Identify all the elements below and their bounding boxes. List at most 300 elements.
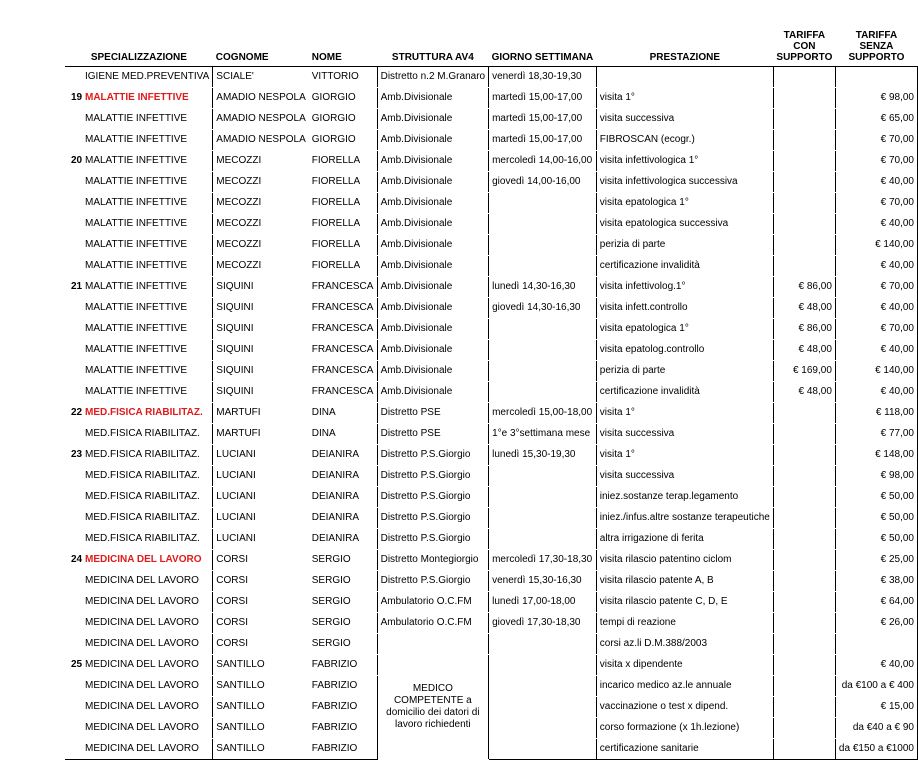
spec-label: MEDICINA DEL LAVORO: [85, 659, 199, 670]
cell-specializzazione: [65, 718, 213, 739]
cell-cognome: SIQUINI: [213, 277, 309, 298]
cell-struttura: Distretto P.S.Giorgio: [377, 571, 488, 592]
cell-prestazione: visita epatolog.controllo: [596, 340, 773, 361]
cell-tariffa-senza: € 25,00: [835, 550, 917, 571]
cell-tariffa-con: € 86,00: [773, 319, 835, 340]
cell-struttura: [377, 634, 488, 655]
cell-tariffa-senza: € 70,00: [835, 319, 917, 340]
cell-nome: FABRIZIO: [311, 680, 358, 691]
table-row: [65, 151, 918, 172]
cell-tariffa-senza: da €150 a €1000: [835, 739, 917, 760]
cell-tariffa-con: € 48,00: [773, 298, 835, 319]
cell-prestazione: visita 1°: [596, 445, 773, 466]
cell-giorno: lunedì 15,30-19,30: [489, 445, 597, 466]
table-row: [65, 529, 918, 550]
cell-cognome: CORSI: [213, 550, 309, 571]
table-row: [65, 109, 918, 130]
cell-tariffa-senza: € 65,00: [835, 109, 917, 130]
cell-prestazione: visita epatologica successiva: [596, 214, 773, 235]
spec-label: MALATTIE INFETTIVE: [85, 134, 188, 145]
cell-cognome: AMADIO NESPOLA: [213, 88, 309, 109]
cell-cognome: LUCIANI: [213, 529, 309, 550]
cell-prestazione: visita rilascio patente A, B: [596, 571, 773, 592]
row-number: 21: [71, 281, 83, 292]
cell-giorno: [489, 487, 597, 508]
cell-tariffa-con: [773, 487, 835, 508]
cell-specializzazione: [65, 634, 213, 655]
cell-prestazione: corsi az.li D.M.388/2003: [596, 634, 773, 655]
cell-specializzazione: [65, 487, 213, 508]
cell-nome: FRANCESCA: [311, 344, 374, 355]
cell-tariffa-con: [773, 655, 835, 676]
header-prestazione: PRESTAZIONE: [596, 6, 773, 67]
cell-cognome: MARTUFI: [213, 403, 309, 424]
cell-tariffa-con: [773, 256, 835, 277]
cell-giorno: [489, 361, 597, 382]
cell-nome: FRANCESCA: [309, 277, 377, 298]
cell-struttura: Distretto Montegiorgio: [377, 550, 488, 571]
cell-tariffa-senza: da €100 a € 400: [835, 676, 917, 697]
cell-specializzazione: [65, 508, 213, 529]
cell-prestazione: visita successiva: [596, 466, 773, 487]
cell-prestazione: visita infettivolog.1°: [596, 277, 773, 298]
table-row: [65, 487, 918, 508]
cell-tariffa-senza: € 140,00: [835, 361, 917, 382]
cell-nome: DINA: [309, 403, 377, 424]
cell-struttura: Amb.Divisionale: [377, 256, 488, 277]
cell-specializzazione: [65, 340, 213, 361]
cell-tariffa-senza: € 50,00: [835, 487, 917, 508]
cell-tariffa-con: [773, 109, 835, 130]
cell-tariffa-senza: € 40,00: [835, 256, 917, 277]
spec-label: MED.FISICA RIABILITAZ.: [85, 428, 200, 439]
cell-specializzazione: [65, 382, 213, 403]
spec-label: MALATTIE INFETTIVE: [85, 197, 188, 208]
cell-tariffa-con: € 86,00: [773, 277, 835, 298]
cell-struttura: Amb.Divisionale: [377, 298, 488, 319]
cell-nome: FIORELLA: [309, 151, 377, 172]
spec-label: MALATTIE INFETTIVE: [85, 260, 188, 271]
cell-giorno: [489, 193, 597, 214]
table-row: [65, 319, 918, 340]
cell-tariffa-con: [773, 214, 835, 235]
cell-nome: GIORGIO: [311, 113, 356, 124]
cell-specializzazione: [65, 319, 213, 340]
cell-tariffa-con: [773, 151, 835, 172]
cell-giorno: [489, 634, 597, 655]
cell-specializzazione: [65, 277, 213, 298]
cell-specializzazione: [65, 697, 213, 718]
cell-nome: FIORELLA: [311, 197, 361, 208]
cell-cognome: MECOZZI: [213, 214, 309, 235]
spec-label: MALATTIE INFETTIVE: [85, 302, 188, 313]
cell-tariffa-con: [773, 508, 835, 529]
cell-giorno: [489, 718, 597, 739]
cell-cognome: LUCIANI: [213, 487, 309, 508]
spec-label: MEDICINA DEL LAVORO: [85, 638, 199, 649]
cell-cognome: SIQUINI: [213, 340, 309, 361]
cell-tariffa-con: [773, 88, 835, 109]
cell-struttura: Distretto P.S.Giorgio: [377, 508, 488, 529]
header-nome: NOME: [309, 6, 377, 67]
cell-specializzazione: [65, 361, 213, 382]
spec-label: MEDICINA DEL LAVORO: [85, 617, 199, 628]
table-row: [65, 403, 918, 424]
cell-cognome: CORSI: [213, 592, 309, 613]
cell-prestazione: corso formazione (x 1h.lezione): [596, 718, 773, 739]
header-tariffa-senza: TARIFFA SENZA SUPPORTO: [835, 6, 917, 67]
cell-struttura: Distretto P.S.Giorgio: [377, 445, 488, 466]
cell-specializzazione: [65, 256, 213, 277]
cell-struttura: Distretto P.S.Giorgio: [377, 487, 488, 508]
tariff-table: [65, 6, 918, 760]
cell-giorno: giovedì 14,00-16,00: [489, 172, 597, 193]
cell-struttura: Amb.Divisionale: [377, 277, 488, 298]
spec-label: MALATTIE INFETTIVE: [85, 386, 188, 397]
cell-struttura: Ambulatorio O.C.FM: [377, 613, 488, 634]
table-row: [65, 739, 918, 760]
header-giorno: GIORNO SETTIMANA: [489, 6, 597, 67]
cell-prestazione: visita rilascio patentino ciclom: [596, 550, 773, 571]
spec-label: MEDICINA DEL LAVORO: [85, 680, 199, 691]
cell-tariffa-senza: € 70,00: [835, 193, 917, 214]
spec-label: MED.FISICA RIABILITAZ.: [85, 533, 200, 544]
row-number: 25: [71, 659, 83, 670]
cell-tariffa-con: [773, 466, 835, 487]
table-row: [65, 67, 918, 88]
tariff-sheet: [65, 6, 918, 760]
cell-struttura: Amb.Divisionale: [377, 361, 488, 382]
cell-cognome: CORSI: [213, 613, 309, 634]
row-number: 19: [71, 92, 83, 103]
cell-giorno: [489, 739, 597, 760]
cell-tariffa-con: [773, 445, 835, 466]
cell-cognome: SCIALE': [213, 67, 309, 88]
cell-specializzazione: [65, 235, 213, 256]
cell-cognome: SIQUINI: [213, 319, 309, 340]
cell-tariffa-senza: da €40 a € 90: [835, 718, 917, 739]
cell-nome: FRANCESCA: [311, 323, 374, 334]
spec-label: MEDICINA DEL LAVORO: [85, 701, 199, 712]
cell-tariffa-senza: € 70,00: [835, 277, 917, 298]
cell-prestazione: visita rilascio patente C, D, E: [596, 592, 773, 613]
table-header-row: [65, 6, 918, 67]
cell-cognome: AMADIO NESPOLA: [213, 109, 309, 130]
cell-struttura: Amb.Divisionale: [377, 340, 488, 361]
cell-specializzazione: [65, 613, 213, 634]
cell-giorno: martedì 15,00-17,00: [489, 130, 597, 151]
table-row: [65, 718, 918, 739]
cell-nome: SERGIO: [311, 575, 351, 586]
cell-cognome: SANTILLO: [213, 739, 309, 760]
table-row: [65, 130, 918, 151]
cell-tariffa-con: [773, 403, 835, 424]
cell-tariffa-con: € 48,00: [773, 382, 835, 403]
cell-nome: FRANCESCA: [311, 386, 374, 397]
cell-tariffa-senza: € 77,00: [835, 424, 917, 445]
spec-label: MALATTIE INFETTIVE: [85, 344, 188, 355]
cell-cognome: SIQUINI: [213, 361, 309, 382]
cell-tariffa-con: [773, 613, 835, 634]
table-row: [65, 697, 918, 718]
cell-tariffa-con: [773, 172, 835, 193]
cell-struttura: Amb.Divisionale: [377, 109, 488, 130]
cell-giorno: [489, 676, 597, 697]
spec-label: MALATTIE INFETTIVE: [85, 155, 188, 166]
cell-cognome: MECOZZI: [213, 235, 309, 256]
cell-struttura-medico-competente: MEDICO COMPETENTE a domicilio dei datori di lavoro richiedenti: [377, 655, 488, 760]
cell-giorno: martedì 15,00-17,00: [489, 109, 597, 130]
table-row: [65, 214, 918, 235]
spec-label: MALATTIE INFETTIVE: [85, 113, 188, 124]
cell-nome: FRANCESCA: [311, 302, 374, 313]
cell-struttura: Amb.Divisionale: [377, 151, 488, 172]
spec-label: MALATTIE INFETTIVE: [85, 365, 188, 376]
cell-cognome: MECOZZI: [213, 193, 309, 214]
cell-nome: FABRIZIO: [311, 701, 358, 712]
spec-label: MEDICINA DEL LAVORO: [85, 596, 199, 607]
cell-cognome: SANTILLO: [213, 676, 309, 697]
cell-prestazione: altra irrigazione di ferita: [596, 529, 773, 550]
table-row: [65, 676, 918, 697]
cell-tariffa-con: [773, 634, 835, 655]
cell-tariffa-senza: [835, 634, 917, 655]
cell-specializzazione: [65, 529, 213, 550]
cell-giorno: [489, 655, 597, 676]
cell-specializzazione: [65, 445, 213, 466]
cell-struttura: Distretto PSE: [377, 424, 488, 445]
cell-nome: FIORELLA: [311, 176, 361, 187]
spec-label: MEDICINA DEL LAVORO: [85, 554, 202, 565]
cell-cognome: MARTUFI: [213, 424, 309, 445]
table-row: [65, 571, 918, 592]
header-cognome: COGNOME: [213, 6, 309, 67]
spec-label: MALATTIE INFETTIVE: [85, 281, 188, 292]
table-row: [65, 634, 918, 655]
cell-nome: DEIANIRA: [311, 512, 359, 523]
row-number: 20: [71, 155, 83, 166]
cell-cognome: MECOZZI: [213, 172, 309, 193]
cell-prestazione: visita 1°: [596, 403, 773, 424]
cell-specializzazione: [65, 550, 213, 571]
cell-nome: DINA: [311, 428, 336, 439]
row-number: 23: [71, 449, 83, 460]
cell-struttura: Amb.Divisionale: [377, 130, 488, 151]
cell-giorno: giovedì 14,30-16,30: [489, 298, 597, 319]
cell-cognome: SANTILLO: [213, 655, 309, 676]
cell-tariffa-senza: € 98,00: [835, 88, 917, 109]
cell-tariffa-con: [773, 697, 835, 718]
table-row: [65, 277, 918, 298]
cell-prestazione: visita successiva: [596, 424, 773, 445]
cell-prestazione: iniez./infus.altre sostanze terapeutiche: [596, 508, 773, 529]
cell-prestazione: visita 1°: [596, 88, 773, 109]
cell-nome: GIORGIO: [311, 134, 356, 145]
cell-tariffa-senza: € 40,00: [835, 340, 917, 361]
cell-specializzazione: [65, 655, 213, 676]
cell-giorno: mercoledì 15,00-18,00: [489, 403, 597, 424]
cell-tariffa-con: [773, 592, 835, 613]
cell-specializzazione: [65, 109, 213, 130]
spec-label: MED.FISICA RIABILITAZ.: [85, 407, 203, 418]
spec-label: MEDICINA DEL LAVORO: [85, 575, 199, 586]
cell-tariffa-senza: € 15,00: [835, 697, 917, 718]
cell-tariffa-con: € 48,00: [773, 340, 835, 361]
cell-cognome: SANTILLO: [213, 718, 309, 739]
cell-struttura: Amb.Divisionale: [377, 382, 488, 403]
cell-prestazione: perizia di parte: [596, 361, 773, 382]
row-number: 22: [71, 407, 83, 418]
spec-label: MED.FISICA RIABILITAZ.: [85, 491, 200, 502]
table-row: [65, 550, 918, 571]
cell-nome: FABRIZIO: [309, 739, 377, 760]
spec-label: MEDICINA DEL LAVORO: [85, 743, 199, 754]
cell-nome: DEIANIRA: [311, 533, 359, 544]
cell-tariffa-senza: € 70,00: [835, 130, 917, 151]
cell-nome: DEIANIRA: [311, 470, 359, 481]
header-tariffa-con: TARIFFA CON SUPPORTO: [773, 6, 835, 67]
cell-tariffa-con: [773, 67, 835, 88]
cell-prestazione: iniez.sostanze terap.legamento: [596, 487, 773, 508]
cell-struttura: Amb.Divisionale: [377, 214, 488, 235]
cell-giorno: venerdì 18,30-19,30: [489, 67, 597, 88]
cell-cognome: AMADIO NESPOLA: [213, 130, 309, 151]
spec-label: MALATTIE INFETTIVE: [85, 176, 188, 187]
cell-cognome: LUCIANI: [213, 466, 309, 487]
cell-tariffa-senza: € 38,00: [835, 571, 917, 592]
cell-tariffa-con: [773, 529, 835, 550]
cell-cognome: LUCIANI: [213, 508, 309, 529]
table-row: [65, 361, 918, 382]
cell-giorno: giovedì 17,30-18,30: [489, 613, 597, 634]
table-row: [65, 445, 918, 466]
spec-label: MED.FISICA RIABILITAZ.: [85, 449, 200, 460]
header-specializzazione: SPECIALIZZAZIONE: [65, 6, 213, 67]
cell-nome: FABRIZIO: [311, 722, 358, 733]
cell-tariffa-senza: € 40,00: [835, 214, 917, 235]
table-row: [65, 382, 918, 403]
cell-tariffa-con: [773, 130, 835, 151]
cell-giorno: venerdì 15,30-16,30: [489, 571, 597, 592]
cell-prestazione: certificazione invalidità: [596, 256, 773, 277]
cell-nome: SERGIO: [311, 638, 351, 649]
spec-label: MEDICINA DEL LAVORO: [85, 722, 199, 733]
table-row: [65, 508, 918, 529]
cell-nome: GIORGIO: [309, 88, 377, 109]
cell-giorno: [489, 529, 597, 550]
cell-prestazione: incarico medico az.le annuale: [596, 676, 773, 697]
spec-label: MED.FISICA RIABILITAZ.: [85, 512, 200, 523]
cell-tariffa-senza: € 148,00: [835, 445, 917, 466]
cell-nome: FIORELLA: [311, 239, 361, 250]
cell-nome: FRANCESCA: [311, 365, 374, 376]
table-row: [65, 466, 918, 487]
cell-nome: FIORELLA: [311, 260, 361, 271]
cell-specializzazione: [65, 130, 213, 151]
cell-struttura: Distretto P.S.Giorgio: [377, 466, 488, 487]
cell-nome: SERGIO: [309, 550, 377, 571]
cell-tariffa-senza: € 40,00: [835, 655, 917, 676]
table-row: [65, 235, 918, 256]
cell-specializzazione: [65, 193, 213, 214]
table-body: [65, 67, 918, 760]
table-row: [65, 340, 918, 361]
cell-tariffa-con: [773, 739, 835, 760]
cell-specializzazione: [65, 298, 213, 319]
cell-tariffa-senza: € 70,00: [835, 151, 917, 172]
table-row: [65, 172, 918, 193]
cell-tariffa-con: [773, 235, 835, 256]
cell-tariffa-con: [773, 676, 835, 697]
cell-specializzazione: [65, 571, 213, 592]
table-row: [65, 256, 918, 277]
cell-tariffa-senza: € 64,00: [835, 592, 917, 613]
spec-label: MALATTIE INFETTIVE: [85, 239, 188, 250]
cell-giorno: [489, 214, 597, 235]
cell-struttura: Amb.Divisionale: [377, 193, 488, 214]
cell-giorno: [489, 340, 597, 361]
cell-nome: SERGIO: [311, 596, 351, 607]
cell-prestazione: visita infett.controllo: [596, 298, 773, 319]
cell-tariffa-senza: € 40,00: [835, 172, 917, 193]
cell-specializzazione: [65, 466, 213, 487]
cell-giorno: [489, 466, 597, 487]
table-row: [65, 613, 918, 634]
cell-giorno: [489, 319, 597, 340]
spec-label: MED.FISICA RIABILITAZ.: [85, 470, 200, 481]
cell-prestazione: visita epatologica 1°: [596, 193, 773, 214]
cell-tariffa-con: [773, 424, 835, 445]
cell-giorno: [489, 382, 597, 403]
table-row: [65, 424, 918, 445]
cell-struttura: Amb.Divisionale: [377, 88, 488, 109]
cell-struttura: Amb.Divisionale: [377, 172, 488, 193]
cell-specializzazione: [65, 592, 213, 613]
cell-tariffa-senza: € 50,00: [835, 529, 917, 550]
cell-nome: FABRIZIO: [309, 655, 377, 676]
cell-cognome: CORSI: [213, 634, 309, 655]
cell-tariffa-senza: € 140,00: [835, 235, 917, 256]
cell-prestazione: [596, 67, 773, 88]
cell-nome: DEIANIRA: [309, 445, 377, 466]
cell-cognome: CORSI: [213, 571, 309, 592]
cell-giorno: [489, 235, 597, 256]
cell-tariffa-con: [773, 571, 835, 592]
cell-tariffa-senza: € 26,00: [835, 613, 917, 634]
cell-cognome: SIQUINI: [213, 382, 309, 403]
cell-prestazione: visita infettivologica 1°: [596, 151, 773, 172]
cell-prestazione: vaccinazione o test x dipend.: [596, 697, 773, 718]
cell-cognome: SANTILLO: [213, 697, 309, 718]
cell-giorno: lunedì 14,30-16,30: [489, 277, 597, 298]
cell-giorno: martedì 15,00-17,00: [489, 88, 597, 109]
cell-giorno: mercoledì 14,00-16,00: [489, 151, 597, 172]
cell-prestazione: certificazione invalidità: [596, 382, 773, 403]
cell-cognome: LUCIANI: [213, 445, 309, 466]
cell-tariffa-senza: € 50,00: [835, 508, 917, 529]
cell-specializzazione: [65, 88, 213, 109]
cell-specializzazione: [65, 172, 213, 193]
cell-struttura: Distretto P.S.Giorgio: [377, 529, 488, 550]
cell-giorno: [489, 697, 597, 718]
cell-giorno: lunedì 17,00-18,00: [489, 592, 597, 613]
cell-prestazione: visita infettivologica successiva: [596, 172, 773, 193]
cell-specializzazione: [65, 67, 213, 88]
cell-prestazione: certificazione sanitarie: [596, 739, 773, 760]
cell-giorno: 1°e 3°settimana mese: [489, 424, 597, 445]
cell-prestazione: tempi di reazione: [596, 613, 773, 634]
spec-label: MALATTIE INFETTIVE: [85, 218, 188, 229]
